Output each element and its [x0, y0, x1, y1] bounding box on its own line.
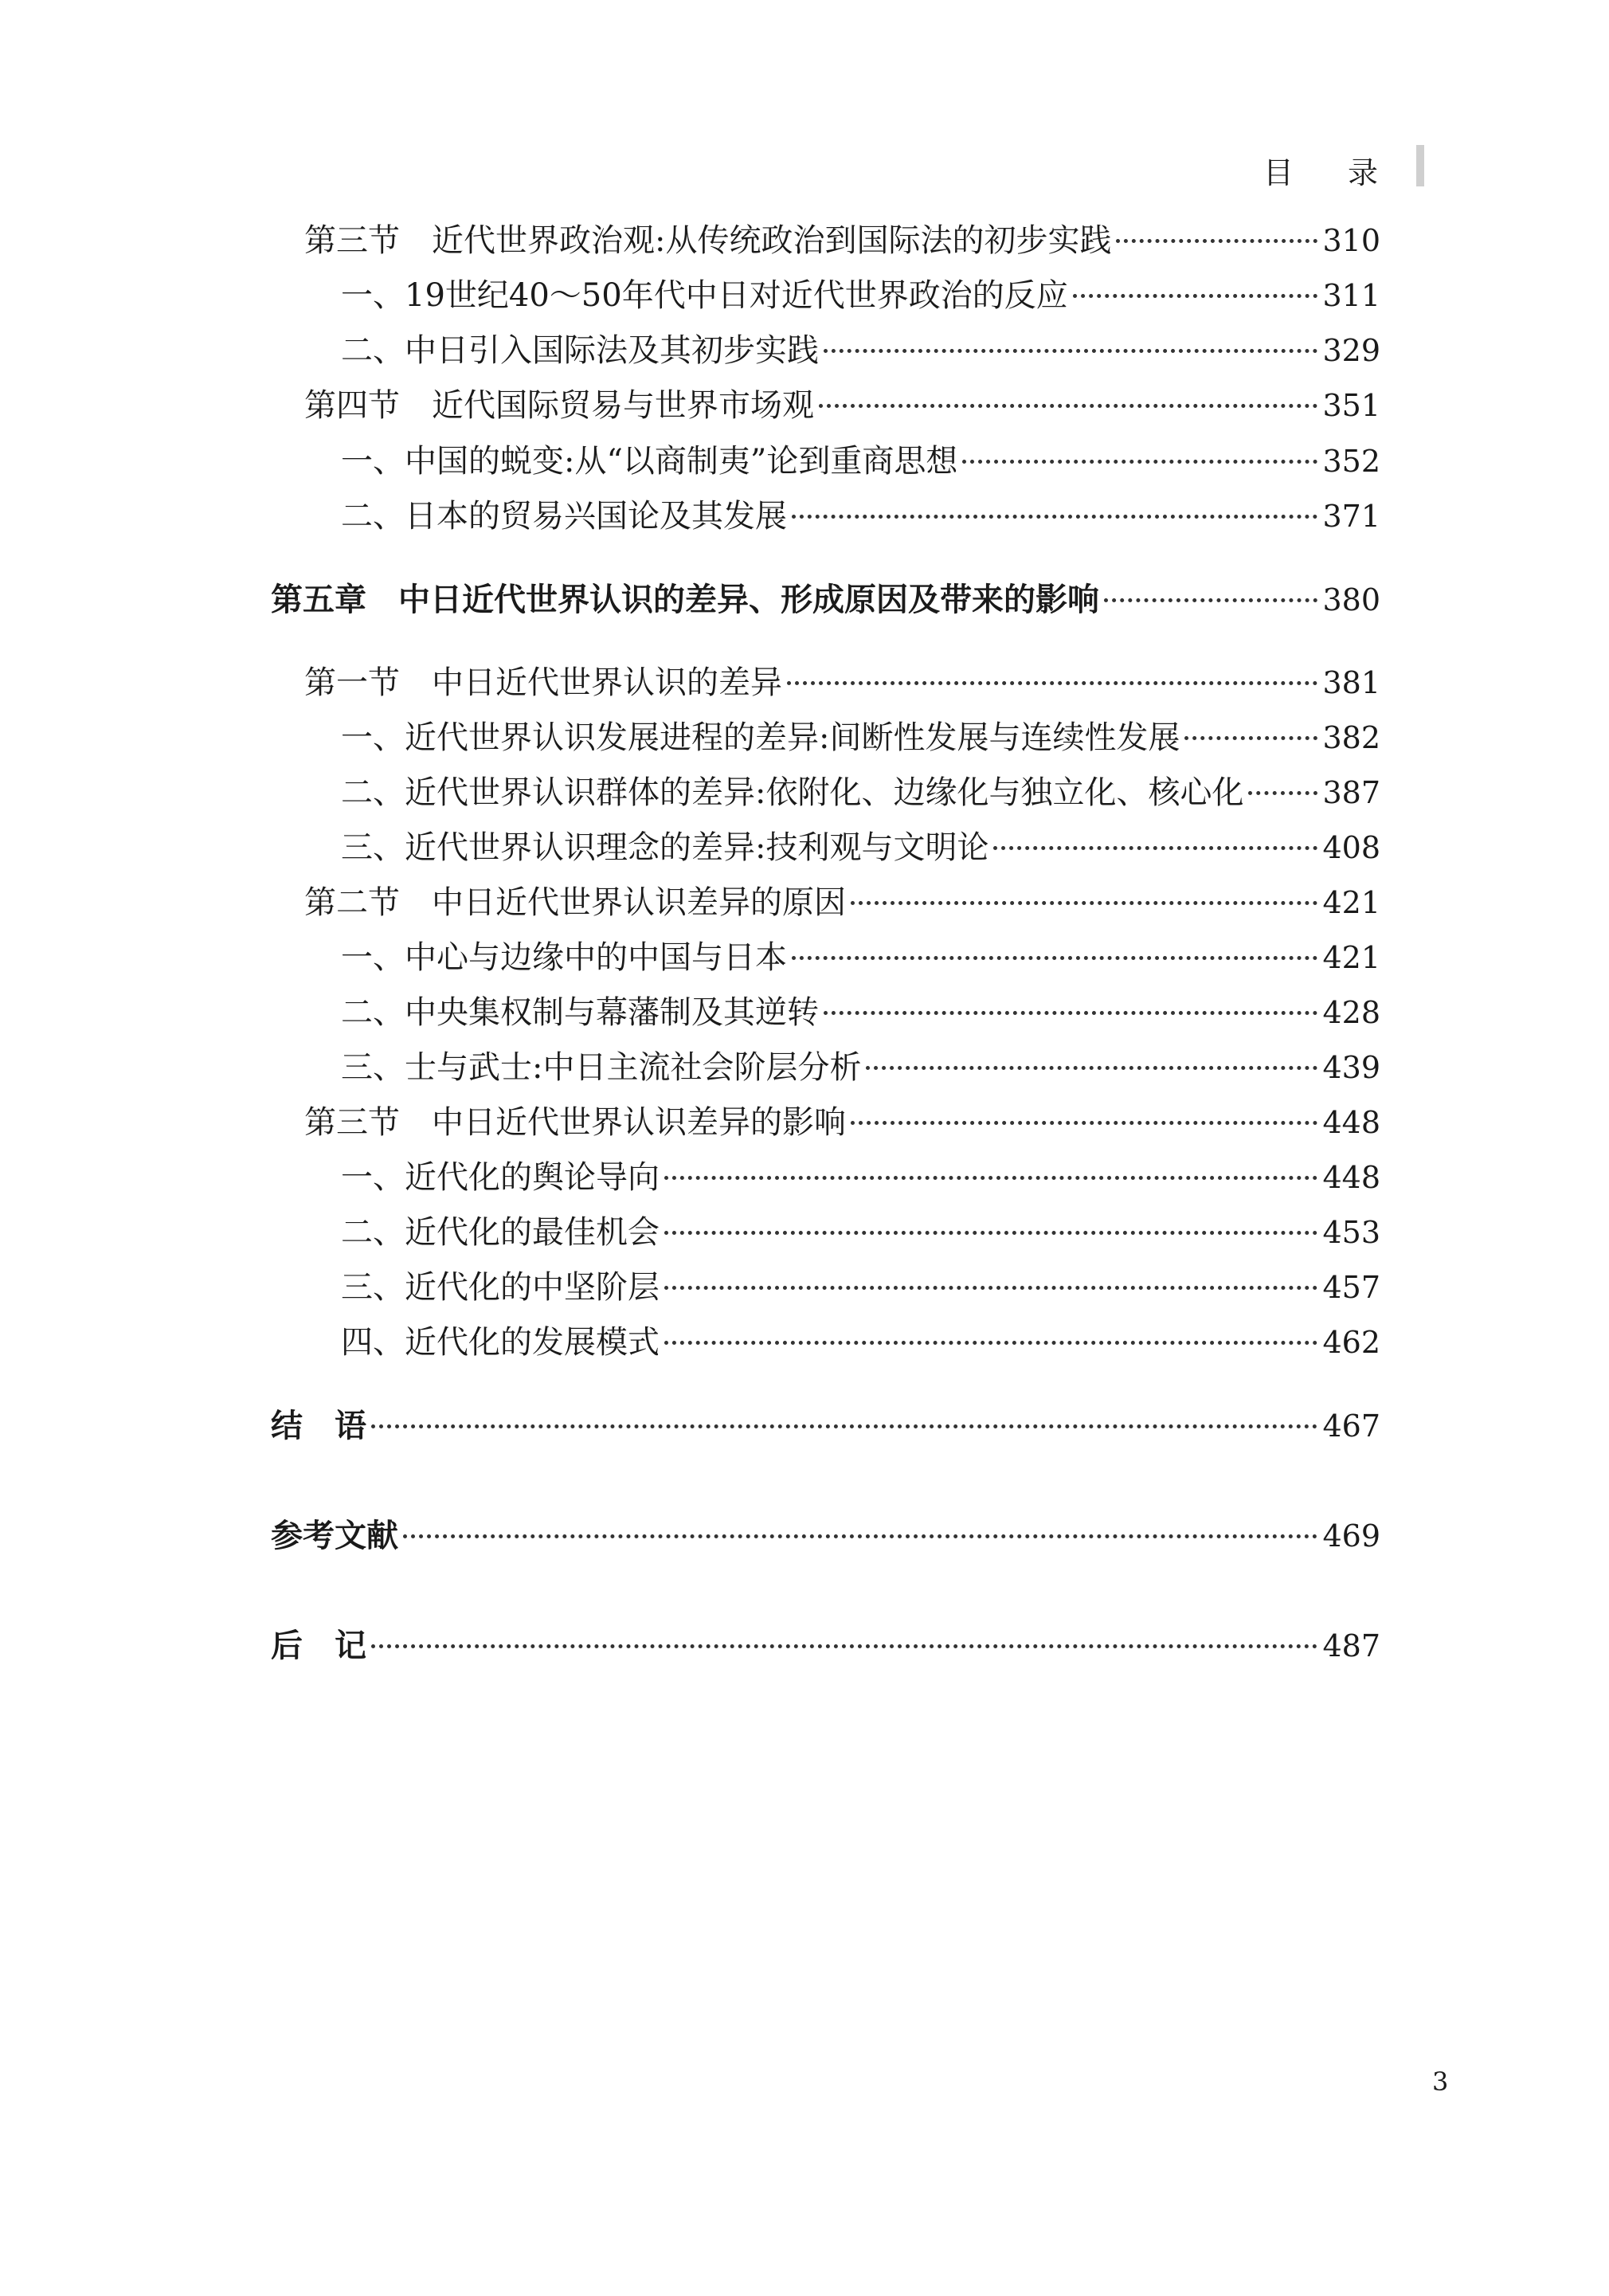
toc-entry-title: 第三节 近代世界政治观:从传统政治到国际法的初步实践 — [304, 222, 1112, 259]
toc-entry-title: 二、中日引入国际法及其初步实践 — [341, 332, 819, 369]
toc-entry-page: 352 — [1322, 444, 1380, 479]
toc-leader-dots — [787, 681, 1317, 685]
toc-entry[interactable] — [271, 829, 1380, 866]
toc-leader-dots — [1248, 791, 1317, 795]
toc-entry-title: 第一节 中日近代世界认识的差异 — [304, 664, 782, 701]
toc-entry[interactable] — [271, 774, 1380, 811]
header-bar-decoration — [1416, 145, 1424, 186]
toc-entry[interactable] — [271, 498, 1380, 535]
toc-leader-dots — [664, 1286, 1317, 1290]
toc-chapter-entry[interactable] — [271, 1630, 1380, 1662]
toc-entry-page: 421 — [1322, 940, 1380, 975]
toc-entry-title: 后 记 — [271, 1628, 366, 1664]
toc-entry-page: 453 — [1322, 1215, 1380, 1250]
page-number: 3 — [1432, 2067, 1449, 2097]
toc-entry-page: 408 — [1322, 830, 1380, 865]
toc-entry-page: 457 — [1322, 1270, 1380, 1305]
toc-entry[interactable] — [271, 222, 1380, 259]
toc-leader-dots — [866, 1066, 1317, 1070]
toc-leader-dots — [403, 1534, 1317, 1538]
toc-entry-title: 一、近代化的舆论导向 — [341, 1159, 660, 1196]
toc-entry-title: 第五章 中日近代世界认识的差异、形成原因及带来的影响 — [271, 582, 1099, 618]
toc-entry-page: 371 — [1322, 499, 1380, 534]
toc-entry-page: 467 — [1322, 1409, 1380, 1444]
toc-leader-dots — [824, 1011, 1317, 1015]
toc-entry-page: 448 — [1322, 1105, 1380, 1140]
toc-entry-page: 428 — [1322, 995, 1380, 1030]
toc-leader-dots — [851, 1121, 1317, 1125]
running-header: 目 录 — [1263, 155, 1400, 190]
toc-entry-title: 二、近代世界认识群体的差异:依附化、边缘化与独立化、核心化 — [341, 774, 1244, 811]
toc-entry-title: 一、中心与边缘中的中国与日本 — [341, 939, 787, 976]
toc-chapter-entry[interactable] — [271, 584, 1380, 616]
toc-entry-page: 380 — [1322, 582, 1380, 617]
toc-leader-dots — [792, 956, 1317, 960]
toc-entry-page: 462 — [1322, 1325, 1380, 1360]
toc-leader-dots — [962, 460, 1317, 464]
toc-leader-dots — [1184, 736, 1317, 740]
toc-leader-dots — [851, 901, 1317, 905]
toc-chapter-entry[interactable] — [271, 1410, 1380, 1442]
toc-entry[interactable] — [271, 939, 1380, 976]
toc-leader-dots — [664, 1176, 1317, 1180]
toc-leader-dots — [792, 515, 1317, 519]
toc-entry[interactable] — [271, 332, 1380, 369]
toc-entry-page: 329 — [1322, 333, 1380, 368]
toc-leader-dots — [1116, 239, 1317, 243]
toc-entry-title: 二、日本的贸易兴国论及其发展 — [341, 498, 787, 535]
toc-entry-title: 第四节 近代国际贸易与世界市场观 — [304, 387, 814, 424]
toc-entry[interactable] — [271, 387, 1380, 424]
toc-entry-page: 381 — [1322, 665, 1380, 700]
toc-entry[interactable] — [271, 719, 1380, 756]
toc-leader-dots — [824, 349, 1317, 353]
toc-entry-page: 487 — [1322, 1628, 1380, 1663]
toc-entry[interactable] — [271, 443, 1380, 480]
toc-entry-title: 参考文献 — [271, 1518, 398, 1554]
toc-entry-page: 469 — [1322, 1518, 1380, 1554]
toc-entry[interactable] — [271, 277, 1380, 314]
toc-entry-title: 第三节 中日近代世界认识差异的影响 — [304, 1104, 846, 1141]
toc-entry-title: 二、中央集权制与幕藩制及其逆转 — [341, 994, 819, 1031]
toc-entry-title: 结 语 — [271, 1408, 366, 1444]
toc-entry-page: 439 — [1322, 1050, 1380, 1085]
toc-entry-title: 一、近代世界认识发展进程的差异:间断性发展与连续性发展 — [341, 719, 1180, 756]
toc-entry-title: 第二节 中日近代世界认识差异的原因 — [304, 884, 846, 921]
toc-entry-page: 310 — [1322, 223, 1380, 258]
toc-leader-dots — [1104, 598, 1317, 602]
toc-entry-title: 三、士与武士:中日主流社会阶层分析 — [341, 1049, 862, 1086]
toc-entry-page: 382 — [1322, 720, 1380, 755]
toc-entry[interactable] — [271, 1324, 1380, 1361]
toc-leader-dots — [371, 1644, 1317, 1648]
toc-entry-page: 421 — [1322, 885, 1380, 920]
toc-entry[interactable] — [271, 664, 1380, 701]
toc-entry-page: 448 — [1322, 1160, 1380, 1195]
toc-leader-dots — [1073, 294, 1318, 298]
toc-entry-title: 三、近代世界认识理念的差异:技利观与文明论 — [341, 829, 989, 866]
toc-leader-dots — [664, 1341, 1317, 1345]
toc-entry[interactable] — [271, 1269, 1380, 1306]
toc-leader-dots — [371, 1424, 1317, 1428]
toc-chapter-entry[interactable] — [271, 1520, 1380, 1552]
toc-entry-page: 387 — [1322, 775, 1380, 810]
toc-entry-title: 四、近代化的发展模式 — [341, 1324, 660, 1361]
toc-entry-title: 一、中国的蜕变:从“以商制夷”论到重商思想 — [341, 443, 958, 480]
toc-entry[interactable] — [271, 994, 1380, 1031]
toc-entry-title: 二、近代化的最佳机会 — [341, 1214, 660, 1251]
toc-leader-dots — [819, 404, 1317, 408]
toc-entry[interactable] — [271, 1214, 1380, 1251]
toc-entry[interactable] — [271, 1049, 1380, 1086]
toc-entry-page: 351 — [1322, 388, 1380, 423]
toc-entry-title: 一、19世纪40～50年代中日对近代世界政治的反应 — [341, 277, 1068, 314]
toc-entry[interactable] — [271, 884, 1380, 921]
toc-entry-title: 三、近代化的中坚阶层 — [341, 1269, 660, 1306]
toc-entry-page: 311 — [1322, 278, 1380, 313]
toc-leader-dots — [993, 846, 1317, 850]
toc-leader-dots — [664, 1231, 1317, 1235]
toc-entry[interactable] — [271, 1104, 1380, 1141]
toc-entry[interactable] — [271, 1159, 1380, 1196]
